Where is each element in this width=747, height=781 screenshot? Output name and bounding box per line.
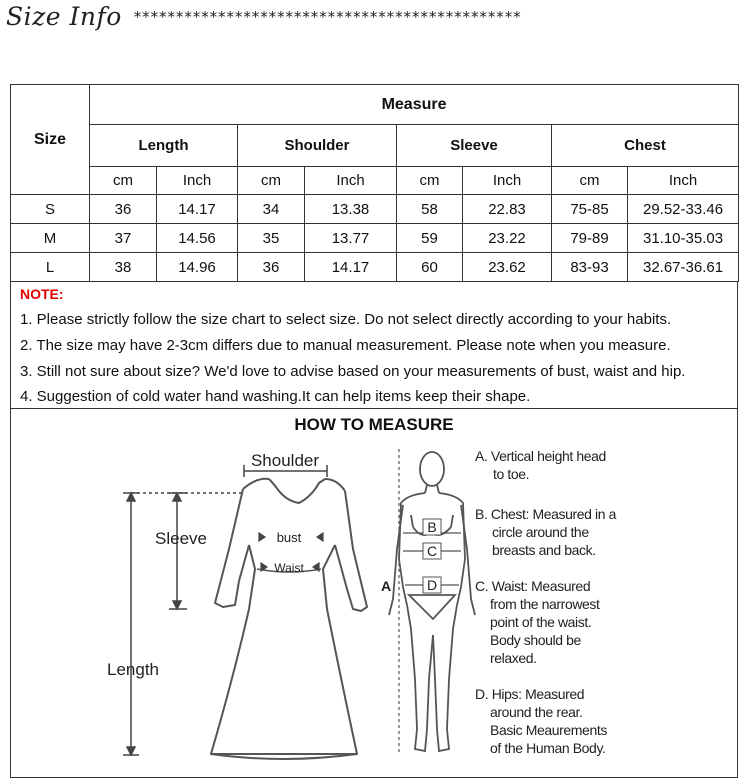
- decorative-stars: **********************************************: [133, 8, 521, 26]
- desc-line: breasts and back.: [492, 542, 596, 558]
- table-cell: 58: [397, 195, 463, 224]
- table-cell: 38: [90, 253, 157, 282]
- table-cell: 13.77: [305, 224, 397, 253]
- table-cell: 36: [90, 195, 157, 224]
- page-title: Size Info: [6, 2, 122, 31]
- table-row: [11, 253, 739, 282]
- desc-line: A. Vertical height head: [475, 448, 606, 464]
- table-cell: 60: [397, 253, 463, 282]
- dress-label-sleeve: Sleeve: [155, 529, 207, 548]
- table-cell: 36: [238, 253, 305, 282]
- unit-header: cm: [90, 167, 157, 195]
- marker-c: C: [426, 543, 438, 559]
- desc-line: B. Chest: Measured in a: [475, 506, 616, 522]
- table-cell: 34: [238, 195, 305, 224]
- desc-line: circle around the: [492, 524, 589, 540]
- desc-line: from the narrowest: [490, 596, 600, 612]
- desc-line: Body should be: [490, 632, 581, 648]
- table-cell: 59: [397, 224, 463, 253]
- table-cell: 79-89: [552, 224, 628, 253]
- unit-header: cm: [238, 167, 305, 195]
- header: [0, 0, 747, 48]
- table-cell: 35: [238, 224, 305, 253]
- desc-line: D. Hips: Measured: [475, 686, 585, 702]
- dress-label-length: Length: [107, 660, 159, 679]
- unit-header: Inch: [157, 167, 238, 195]
- unit-header: Inch: [628, 167, 739, 195]
- size-table: [10, 84, 739, 282]
- body-measure-lines: [399, 449, 461, 753]
- unit-header: cm: [397, 167, 463, 195]
- description-a: [475, 448, 606, 482]
- marker-d: D: [426, 577, 438, 593]
- note-line: 4. Suggestion of cold water hand washing.It can help items keep their shape.: [20, 388, 531, 405]
- size-cell: L: [11, 253, 90, 282]
- group-header-shoulder: Shoulder: [238, 125, 397, 167]
- desc-line: C. Waist: Measured: [475, 578, 591, 594]
- table-cell: 31.10-35.03: [628, 224, 739, 253]
- table-cell: 14.96: [157, 253, 238, 282]
- desc-line: to toe.: [493, 466, 530, 482]
- size-cell: S: [11, 195, 90, 224]
- dress-label-bust: bust: [276, 530, 302, 545]
- table-cell: 32.67-36.61: [628, 253, 739, 282]
- table-cell: 14.17: [157, 195, 238, 224]
- measure-diagram: [11, 409, 737, 777]
- how-to-measure-panel: [10, 408, 738, 778]
- unit-header: Inch: [463, 167, 552, 195]
- marker-a: A: [380, 578, 392, 594]
- size-header: Size: [11, 85, 90, 195]
- description-c: [475, 578, 600, 666]
- table-cell: 22.83: [463, 195, 552, 224]
- unit-header: cm: [552, 167, 628, 195]
- table-row: [11, 195, 739, 224]
- unit-header: Inch: [305, 167, 397, 195]
- measure-header: Measure: [90, 85, 739, 125]
- table-cell: 13.38: [305, 195, 397, 224]
- table-cell: 23.22: [463, 224, 552, 253]
- desc-line: relaxed.: [490, 650, 537, 666]
- dress-label-waist: Waist: [274, 561, 304, 575]
- sleeve-arrow: [169, 493, 187, 609]
- table-row: [11, 224, 739, 253]
- notes-box: [10, 281, 738, 409]
- table-cell: 83-93: [552, 253, 628, 282]
- note-line: 1. Please strictly follow the size chart to select size. Do not select directly according to your habits.: [20, 311, 672, 328]
- desc-line: Basic Meaurements: [490, 722, 607, 738]
- table-cell: 37: [90, 224, 157, 253]
- note-title: NOTE:: [20, 286, 64, 302]
- size-cell: M: [11, 224, 90, 253]
- table-cell: 14.17: [305, 253, 397, 282]
- table-cell: 14.56: [157, 224, 238, 253]
- body-illustration: [389, 452, 475, 751]
- desc-line: of the Human Body.: [490, 740, 606, 756]
- table-cell: 29.52-33.46: [628, 195, 739, 224]
- description-d: [475, 686, 607, 756]
- marker-b: B: [427, 519, 437, 535]
- desc-line: around the rear.: [490, 704, 583, 720]
- how-to-measure-title: HOW TO MEASURE: [294, 415, 454, 434]
- dress-label-shoulder: Shoulder: [250, 451, 320, 470]
- dress-illustration: [211, 479, 367, 759]
- group-header-length: Length: [90, 125, 238, 167]
- description-b: [475, 506, 617, 558]
- note-line: 2. The size may have 2-3cm differs due to manual measurement. Please note when you measure.: [20, 337, 671, 354]
- table-cell: 75-85: [552, 195, 628, 224]
- table-cell: 23.62: [463, 253, 552, 282]
- desc-line: point of the waist.: [490, 614, 592, 630]
- note-line: 3. Still not sure about size? We'd love to advise based on your measurements of bust, waist and hip.: [20, 363, 686, 380]
- group-header-sleeve: Sleeve: [397, 125, 552, 167]
- group-header-chest: Chest: [552, 125, 739, 167]
